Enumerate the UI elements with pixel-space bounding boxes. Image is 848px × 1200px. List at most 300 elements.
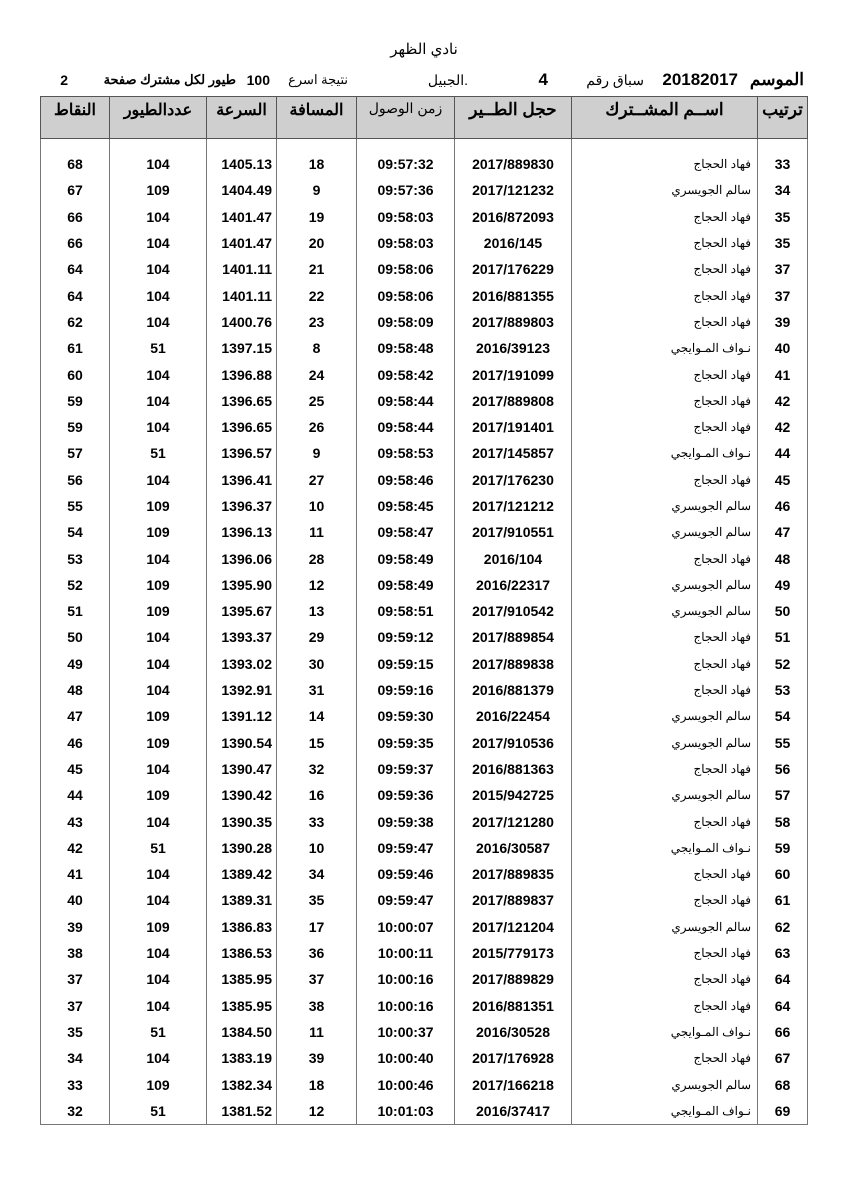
cell-arrival-time: 09:58:06 (357, 282, 455, 308)
table-row (41, 887, 808, 913)
cell-speed: 1386.83 (207, 914, 277, 940)
cell-distance: 13 (277, 598, 357, 624)
cell-speed: 1390.28 (207, 835, 277, 861)
cell-arrival-time: 09:58:45 (357, 493, 455, 519)
table-row (41, 572, 808, 598)
cell-distance: 9 (277, 177, 357, 203)
season-value: 20182017 (662, 70, 738, 89)
cell-distance: 16 (277, 782, 357, 808)
cell-member-name: نـواف المـوايجي (572, 440, 758, 466)
cell-birds-count: 104 (110, 651, 207, 677)
cell-ring: 2017/889854 (455, 624, 572, 650)
cell-birds-count: 104 (110, 677, 207, 703)
fastest-value: 100 (246, 72, 270, 88)
cell-points: 33 (41, 1071, 110, 1097)
cell-distance: 10 (277, 835, 357, 861)
race-location: الجبيل. (427, 72, 468, 88)
cell-speed: 1381.52 (207, 1098, 277, 1125)
cell-arrival-time: 09:58:06 (357, 256, 455, 282)
table-row (41, 519, 808, 545)
table-row (41, 204, 808, 230)
cell-member-name: فهاد الحجاج (572, 388, 758, 414)
cell-member-name: سالم الجويسري (572, 1071, 758, 1097)
cell-distance: 34 (277, 861, 357, 887)
cell-ring: 2017/910536 (455, 730, 572, 756)
cell-member-name: فهاد الحجاج (572, 993, 758, 1019)
cell-speed: 1400.76 (207, 309, 277, 335)
cell-rank: 35 (758, 204, 808, 230)
cell-ring: 2017/889808 (455, 388, 572, 414)
cell-rank: 40 (758, 335, 808, 361)
cell-member-name: فهاد الحجاج (572, 309, 758, 335)
cell-member-name: فهاد الحجاج (572, 467, 758, 493)
cell-rank: 37 (758, 256, 808, 282)
cell-birds-count: 104 (110, 467, 207, 493)
cell-points: 45 (41, 756, 110, 782)
cell-speed: 1390.42 (207, 782, 277, 808)
cell-distance: 31 (277, 677, 357, 703)
cell-member-name: نـواف المـوايجي (572, 835, 758, 861)
column-header-rank: ترتيب (758, 97, 808, 139)
cell-ring: 2017/121280 (455, 808, 572, 834)
fastest-label: نتيجة اسرع (288, 72, 348, 87)
table-spacer-row (41, 139, 808, 152)
cell-birds-count: 51 (110, 335, 207, 361)
cell-ring: 2017/910542 (455, 598, 572, 624)
cell-distance: 29 (277, 624, 357, 650)
table-row (41, 1045, 808, 1071)
cell-birds-count: 109 (110, 177, 207, 203)
cell-distance: 11 (277, 1019, 357, 1045)
cell-speed: 1397.15 (207, 335, 277, 361)
table-row (41, 545, 808, 571)
cell-points: 61 (41, 335, 110, 361)
cell-distance: 39 (277, 1045, 357, 1071)
cell-distance: 22 (277, 282, 357, 308)
race-number-label: سباق رقم (586, 72, 644, 88)
race-results-table (40, 96, 808, 1125)
table-row (41, 414, 808, 440)
cell-points: 52 (41, 572, 110, 598)
cell-distance: 28 (277, 545, 357, 571)
cell-distance: 17 (277, 914, 357, 940)
cell-ring: 2016/881363 (455, 756, 572, 782)
cell-points: 53 (41, 545, 110, 571)
cell-ring: 2017/889838 (455, 651, 572, 677)
cell-birds-count: 109 (110, 1071, 207, 1097)
table-row (41, 756, 808, 782)
cell-arrival-time: 09:59:36 (357, 782, 455, 808)
cell-points: 37 (41, 993, 110, 1019)
cell-speed: 1390.35 (207, 808, 277, 834)
table-row (41, 388, 808, 414)
cell-speed: 1396.06 (207, 545, 277, 571)
cell-points: 40 (41, 887, 110, 913)
cell-ring: 2017/176230 (455, 467, 572, 493)
cell-speed: 1401.11 (207, 256, 277, 282)
cell-rank: 50 (758, 598, 808, 624)
cell-points: 38 (41, 940, 110, 966)
season-label: الموسم (749, 70, 804, 89)
cell-rank: 42 (758, 414, 808, 440)
table-row (41, 361, 808, 387)
cell-arrival-time: 09:59:15 (357, 651, 455, 677)
cell-arrival-time: 09:59:30 (357, 703, 455, 729)
cell-speed: 1396.13 (207, 519, 277, 545)
cell-birds-count: 109 (110, 703, 207, 729)
cell-ring: 2016/30528 (455, 1019, 572, 1045)
cell-ring: 2017/191401 (455, 414, 572, 440)
cell-rank: 64 (758, 993, 808, 1019)
cell-arrival-time: 09:58:48 (357, 335, 455, 361)
cell-distance: 11 (277, 519, 357, 545)
table-row (41, 835, 808, 861)
cell-points: 67 (41, 177, 110, 203)
table-row (41, 282, 808, 308)
cell-birds-count: 104 (110, 887, 207, 913)
table-row (41, 730, 808, 756)
cell-birds-count: 51 (110, 1019, 207, 1045)
cell-speed: 1401.11 (207, 282, 277, 308)
cell-points: 41 (41, 861, 110, 887)
cell-member-name: سالم الجويسري (572, 730, 758, 756)
cell-arrival-time: 10:00:46 (357, 1071, 455, 1097)
cell-ring: 2016/881355 (455, 282, 572, 308)
cell-rank: 57 (758, 782, 808, 808)
cell-points: 60 (41, 361, 110, 387)
cell-member-name: فهاد الحجاج (572, 940, 758, 966)
cell-member-name: فهاد الحجاج (572, 966, 758, 992)
cell-points: 56 (41, 467, 110, 493)
table-row (41, 624, 808, 650)
cell-member-name: فهاد الحجاج (572, 361, 758, 387)
cell-points: 66 (41, 204, 110, 230)
cell-ring: 2017/121204 (455, 914, 572, 940)
cell-member-name: فهاد الحجاج (572, 282, 758, 308)
cell-distance: 12 (277, 572, 357, 598)
cell-distance: 18 (277, 151, 357, 177)
cell-member-name: فهاد الحجاج (572, 1045, 758, 1071)
cell-speed: 1396.41 (207, 467, 277, 493)
cell-points: 50 (41, 624, 110, 650)
cell-points: 34 (41, 1045, 110, 1071)
cell-arrival-time: 09:57:32 (357, 151, 455, 177)
table-row (41, 677, 808, 703)
cell-points: 37 (41, 966, 110, 992)
cell-distance: 32 (277, 756, 357, 782)
cell-member-name: فهاد الحجاج (572, 545, 758, 571)
cell-birds-count: 109 (110, 519, 207, 545)
cell-distance: 12 (277, 1098, 357, 1125)
table-row (41, 598, 808, 624)
cell-member-name: سالم الجويسري (572, 782, 758, 808)
cell-birds-count: 104 (110, 388, 207, 414)
cell-speed: 1391.12 (207, 703, 277, 729)
cell-ring: 2017/910551 (455, 519, 572, 545)
cell-distance: 8 (277, 335, 357, 361)
table-row (41, 651, 808, 677)
cell-speed: 1383.19 (207, 1045, 277, 1071)
cell-points: 35 (41, 1019, 110, 1045)
cell-rank: 49 (758, 572, 808, 598)
cell-points: 57 (41, 440, 110, 466)
cell-speed: 1384.50 (207, 1019, 277, 1045)
cell-arrival-time: 09:58:47 (357, 519, 455, 545)
cell-birds-count: 109 (110, 493, 207, 519)
table-header-row (41, 97, 808, 139)
cell-points: 68 (41, 151, 110, 177)
cell-speed: 1396.65 (207, 388, 277, 414)
cell-rank: 69 (758, 1098, 808, 1125)
cell-ring: 2017/145857 (455, 440, 572, 466)
cell-speed: 1396.37 (207, 493, 277, 519)
cell-birds-count: 109 (110, 572, 207, 598)
cell-member-name: نـواف المـوايجي (572, 1098, 758, 1125)
cell-member-name: فهاد الحجاج (572, 756, 758, 782)
cell-speed: 1386.53 (207, 940, 277, 966)
cell-birds-count: 104 (110, 624, 207, 650)
cell-member-name: فهاد الحجاج (572, 230, 758, 256)
club-title: نادي الظهر (390, 41, 458, 58)
cell-speed: 1405.13 (207, 151, 277, 177)
cell-birds-count: 104 (110, 756, 207, 782)
cell-ring: 2016/104 (455, 545, 572, 571)
table-row (41, 993, 808, 1019)
cell-member-name: سالم الجويسري (572, 703, 758, 729)
cell-member-name: فهاد الحجاج (572, 651, 758, 677)
cell-arrival-time: 09:58:51 (357, 598, 455, 624)
cell-arrival-time: 09:58:49 (357, 545, 455, 571)
cell-speed: 1401.47 (207, 230, 277, 256)
cell-ring: 2016/30587 (455, 835, 572, 861)
cell-points: 59 (41, 414, 110, 440)
cell-birds-count: 104 (110, 808, 207, 834)
cell-speed: 1395.67 (207, 598, 277, 624)
cell-birds-count: 104 (110, 993, 207, 1019)
table-row (41, 1098, 808, 1125)
cell-arrival-time: 09:58:49 (357, 572, 455, 598)
cell-ring: 2017/166218 (455, 1071, 572, 1097)
cell-member-name: نـواف المـوايجي (572, 335, 758, 361)
table-row (41, 861, 808, 887)
cell-arrival-time: 09:59:46 (357, 861, 455, 887)
cell-speed: 1396.57 (207, 440, 277, 466)
cell-points: 47 (41, 703, 110, 729)
cell-distance: 36 (277, 940, 357, 966)
cell-points: 39 (41, 914, 110, 940)
cell-member-name: سالم الجويسري (572, 177, 758, 203)
cell-distance: 21 (277, 256, 357, 282)
cell-ring: 2016/881351 (455, 993, 572, 1019)
cell-ring: 2015/779173 (455, 940, 572, 966)
cell-birds-count: 104 (110, 1045, 207, 1071)
cell-speed: 1385.95 (207, 966, 277, 992)
cell-arrival-time: 09:59:38 (357, 808, 455, 834)
cell-rank: 67 (758, 1045, 808, 1071)
cell-birds-count: 104 (110, 861, 207, 887)
cell-arrival-time: 09:58:44 (357, 414, 455, 440)
cell-birds-count: 104 (110, 414, 207, 440)
cell-points: 64 (41, 282, 110, 308)
cell-distance: 35 (277, 887, 357, 913)
column-header-time: زمن الوصول (357, 97, 455, 139)
cell-arrival-time: 09:59:47 (357, 887, 455, 913)
table-row (41, 493, 808, 519)
cell-member-name: فهاد الحجاج (572, 887, 758, 913)
table-row (41, 914, 808, 940)
table-row (41, 309, 808, 335)
table-row (41, 1071, 808, 1097)
table-row (41, 440, 808, 466)
cell-arrival-time: 09:58:42 (357, 361, 455, 387)
cell-birds-count: 104 (110, 282, 207, 308)
cell-arrival-time: 09:58:09 (357, 309, 455, 335)
cell-points: 55 (41, 493, 110, 519)
column-header-distance: المسافة (277, 97, 357, 139)
cell-rank: 66 (758, 1019, 808, 1045)
table-row (41, 1019, 808, 1045)
cell-ring: 2015/942725 (455, 782, 572, 808)
cell-birds-count: 104 (110, 361, 207, 387)
cell-member-name: سالم الجويسري (572, 598, 758, 624)
cell-ring: 2016/39123 (455, 335, 572, 361)
cell-speed: 1390.47 (207, 756, 277, 782)
cell-rank: 53 (758, 677, 808, 703)
cell-member-name: فهاد الحجاج (572, 808, 758, 834)
cell-rank: 39 (758, 309, 808, 335)
cell-birds-count: 51 (110, 1098, 207, 1125)
cell-rank: 59 (758, 835, 808, 861)
cell-birds-count: 109 (110, 598, 207, 624)
cell-birds-count: 104 (110, 204, 207, 230)
cell-birds-count: 104 (110, 151, 207, 177)
cell-birds-count: 109 (110, 914, 207, 940)
cell-ring: 2017/176229 (455, 256, 572, 282)
column-header-name: اســم المشــترك (572, 97, 758, 139)
cell-arrival-time: 09:59:16 (357, 677, 455, 703)
cell-rank: 64 (758, 966, 808, 992)
cell-points: 59 (41, 388, 110, 414)
cell-distance: 18 (277, 1071, 357, 1097)
cell-ring: 2016/145 (455, 230, 572, 256)
cell-member-name: سالم الجويسري (572, 572, 758, 598)
cell-points: 44 (41, 782, 110, 808)
cell-rank: 62 (758, 914, 808, 940)
cell-arrival-time: 09:58:03 (357, 204, 455, 230)
cell-member-name: نـواف المـوايجي (572, 1019, 758, 1045)
cell-ring: 2016/37417 (455, 1098, 572, 1125)
cell-speed: 1392.91 (207, 677, 277, 703)
cell-distance: 14 (277, 703, 357, 729)
cell-speed: 1389.31 (207, 887, 277, 913)
cell-member-name: فهاد الحجاج (572, 151, 758, 177)
cell-speed: 1404.49 (207, 177, 277, 203)
cell-birds-count: 104 (110, 940, 207, 966)
cell-arrival-time: 09:59:47 (357, 835, 455, 861)
cell-rank: 42 (758, 388, 808, 414)
cell-rank: 34 (758, 177, 808, 203)
cell-points: 48 (41, 677, 110, 703)
cell-distance: 30 (277, 651, 357, 677)
cell-rank: 61 (758, 887, 808, 913)
cell-arrival-time: 10:00:11 (357, 940, 455, 966)
page-number: 2 (60, 72, 68, 88)
cell-member-name: فهاد الحجاج (572, 204, 758, 230)
cell-ring: 2016/872093 (455, 204, 572, 230)
cell-points: 46 (41, 730, 110, 756)
cell-distance: 37 (277, 966, 357, 992)
cell-birds-count: 109 (110, 782, 207, 808)
cell-birds-count: 104 (110, 230, 207, 256)
cell-arrival-time: 10:01:03 (357, 1098, 455, 1125)
cell-ring: 2017/121232 (455, 177, 572, 203)
table-row (41, 151, 808, 177)
cell-rank: 54 (758, 703, 808, 729)
cell-distance: 9 (277, 440, 357, 466)
cell-distance: 23 (277, 309, 357, 335)
table-row (41, 467, 808, 493)
cell-ring: 2017/176928 (455, 1045, 572, 1071)
table-row (41, 177, 808, 203)
table-row (41, 940, 808, 966)
cell-rank: 35 (758, 230, 808, 256)
cell-rank: 47 (758, 519, 808, 545)
cell-member-name: فهاد الحجاج (572, 861, 758, 887)
cell-birds-count: 109 (110, 730, 207, 756)
cell-birds-count: 104 (110, 256, 207, 282)
cell-speed: 1393.37 (207, 624, 277, 650)
cell-speed: 1396.88 (207, 361, 277, 387)
cell-points: 49 (41, 651, 110, 677)
cell-speed: 1393.02 (207, 651, 277, 677)
cell-rank: 68 (758, 1071, 808, 1097)
cell-arrival-time: 09:58:46 (357, 467, 455, 493)
cell-rank: 51 (758, 624, 808, 650)
cell-ring: 2017/889830 (455, 151, 572, 177)
cell-points: 62 (41, 309, 110, 335)
cell-rank: 63 (758, 940, 808, 966)
cell-arrival-time: 09:59:37 (357, 756, 455, 782)
cell-speed: 1390.54 (207, 730, 277, 756)
cell-distance: 38 (277, 993, 357, 1019)
cell-points: 32 (41, 1098, 110, 1125)
cell-member-name: فهاد الحجاج (572, 414, 758, 440)
cell-ring: 2017/121212 (455, 493, 572, 519)
cell-arrival-time: 09:59:12 (357, 624, 455, 650)
cell-rank: 48 (758, 545, 808, 571)
cell-arrival-time: 10:00:37 (357, 1019, 455, 1045)
cell-birds-count: 51 (110, 440, 207, 466)
cell-arrival-time: 09:58:44 (357, 388, 455, 414)
cell-speed: 1395.90 (207, 572, 277, 598)
cell-distance: 10 (277, 493, 357, 519)
cell-rank: 41 (758, 361, 808, 387)
cell-arrival-time: 09:57:36 (357, 177, 455, 203)
cell-speed: 1382.34 (207, 1071, 277, 1097)
cell-distance: 26 (277, 414, 357, 440)
cell-birds-count: 104 (110, 309, 207, 335)
cell-arrival-time: 09:58:53 (357, 440, 455, 466)
cell-points: 54 (41, 519, 110, 545)
cell-ring: 2017/889829 (455, 966, 572, 992)
cell-ring: 2017/889803 (455, 309, 572, 335)
cell-distance: 15 (277, 730, 357, 756)
cell-member-name: سالم الجويسري (572, 914, 758, 940)
cell-distance: 24 (277, 361, 357, 387)
cell-member-name: فهاد الحجاج (572, 624, 758, 650)
cell-arrival-time: 10:00:16 (357, 966, 455, 992)
column-header-speed: السرعة (207, 97, 277, 139)
